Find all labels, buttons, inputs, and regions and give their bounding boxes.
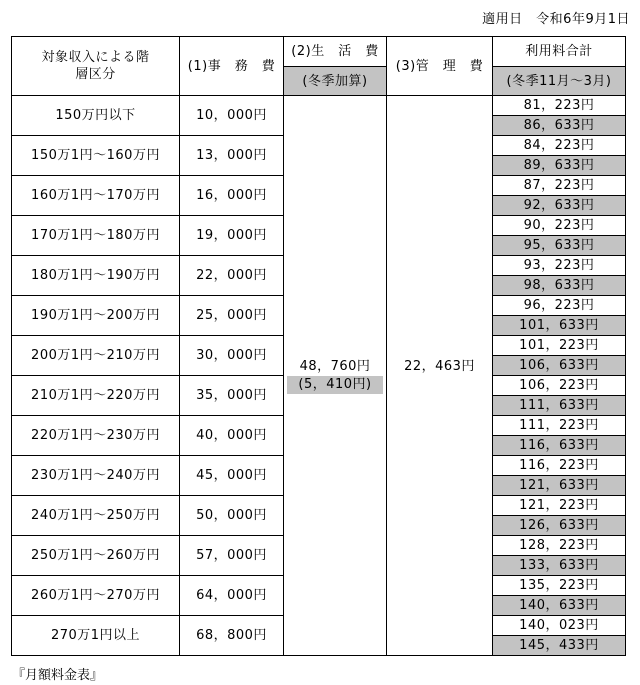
income-bracket-cell: 230万1円～240万円: [12, 456, 180, 496]
office-fee-cell: 25，000円: [180, 296, 284, 336]
office-fee-cell: 45，000円: [180, 456, 284, 496]
office-fee-cell: 10，000円: [180, 96, 284, 136]
monthly-fee-table: [11, 36, 626, 656]
winter-total-fee-cell: 89，633円: [493, 156, 626, 176]
winter-total-fee-cell: 126，633円: [493, 516, 626, 536]
income-bracket-cell: 260万1円～270万円: [12, 576, 180, 616]
total-fee-cell: 106，223円: [493, 376, 626, 396]
total-fee-cell: 101，223円: [493, 336, 626, 356]
income-bracket-cell: 200万1円～210万円: [12, 336, 180, 376]
header-total-sub: (冬季11月～3月): [493, 67, 626, 96]
income-bracket-cell: 240万1円～250万円: [12, 496, 180, 536]
living-winter-addition: (5，410円): [287, 376, 383, 394]
table-caption: 『月額料金表』: [12, 668, 104, 683]
total-fee-cell: 90，223円: [493, 216, 626, 236]
winter-total-fee-cell: 92，633円: [493, 196, 626, 216]
header-income-label: 対象収入による階層区分: [41, 50, 150, 82]
total-fee-cell: 81，223円: [493, 96, 626, 116]
total-fee-cell: 121，223円: [493, 496, 626, 516]
winter-total-fee-cell: 86，633円: [493, 116, 626, 136]
income-bracket-cell: 190万1円～200万円: [12, 296, 180, 336]
total-fee-cell: 87，223円: [493, 176, 626, 196]
winter-total-fee-cell: 140，633円: [493, 596, 626, 616]
office-fee-cell: 40，000円: [180, 416, 284, 456]
header-income: [12, 37, 180, 96]
income-bracket-cell: 250万1円～260万円: [12, 536, 180, 576]
winter-total-fee-cell: 121，633円: [493, 476, 626, 496]
office-fee-cell: 57，000円: [180, 536, 284, 576]
office-fee-cell: 19，000円: [180, 216, 284, 256]
header-office: (1)事 務 費: [180, 37, 284, 96]
header-row: [12, 37, 626, 67]
office-fee-cell: 22，000円: [180, 256, 284, 296]
management-fee-cell: 22，463円: [387, 96, 493, 656]
income-bracket-cell: 180万1円～190万円: [12, 256, 180, 296]
office-fee-cell: 13，000円: [180, 136, 284, 176]
total-fee-cell: 93，223円: [493, 256, 626, 276]
office-fee-cell: 30，000円: [180, 336, 284, 376]
total-fee-cell: 116，223円: [493, 456, 626, 476]
total-fee-cell: 84，223円: [493, 136, 626, 156]
total-fee-cell: 140，023円: [493, 616, 626, 636]
income-bracket-cell: 160万1円～170万円: [12, 176, 180, 216]
winter-total-fee-cell: 145，433円: [493, 636, 626, 656]
total-fee-cell: 135，223円: [493, 576, 626, 596]
total-fee-cell: 128，223円: [493, 536, 626, 556]
header-living: (2)生 活 費: [284, 37, 387, 67]
winter-total-fee-cell: 106，633円: [493, 356, 626, 376]
effective-date: 適用日 令和6年9月1日: [482, 12, 630, 27]
winter-total-fee-cell: 101，633円: [493, 316, 626, 336]
winter-total-fee-cell: 98，633円: [493, 276, 626, 296]
income-bracket-cell: 270万1円以上: [12, 616, 180, 656]
income-bracket-cell: 150万1円～160万円: [12, 136, 180, 176]
office-fee-cell: 64，000円: [180, 576, 284, 616]
office-fee-cell: 50，000円: [180, 496, 284, 536]
header-living-sub: (冬季加算): [284, 67, 387, 96]
header-management: (3)管 理 費: [387, 37, 493, 96]
office-fee-cell: 68，800円: [180, 616, 284, 656]
winter-total-fee-cell: 111，633円: [493, 396, 626, 416]
income-bracket-cell: 220万1円～230万円: [12, 416, 180, 456]
income-bracket-cell: 210万1円～220万円: [12, 376, 180, 416]
living-cost-cell: [284, 96, 387, 656]
income-bracket-cell: 150万円以下: [12, 96, 180, 136]
income-bracket-cell: 170万1円～180万円: [12, 216, 180, 256]
table-row: [12, 96, 626, 116]
office-fee-cell: 35，000円: [180, 376, 284, 416]
winter-total-fee-cell: 95，633円: [493, 236, 626, 256]
winter-total-fee-cell: 116，633円: [493, 436, 626, 456]
header-total: 利用料合計: [493, 37, 626, 67]
winter-total-fee-cell: 133，633円: [493, 556, 626, 576]
living-cost-value: 48，760円: [299, 358, 371, 374]
total-fee-cell: 111，223円: [493, 416, 626, 436]
office-fee-cell: 16，000円: [180, 176, 284, 216]
total-fee-cell: 96，223円: [493, 296, 626, 316]
